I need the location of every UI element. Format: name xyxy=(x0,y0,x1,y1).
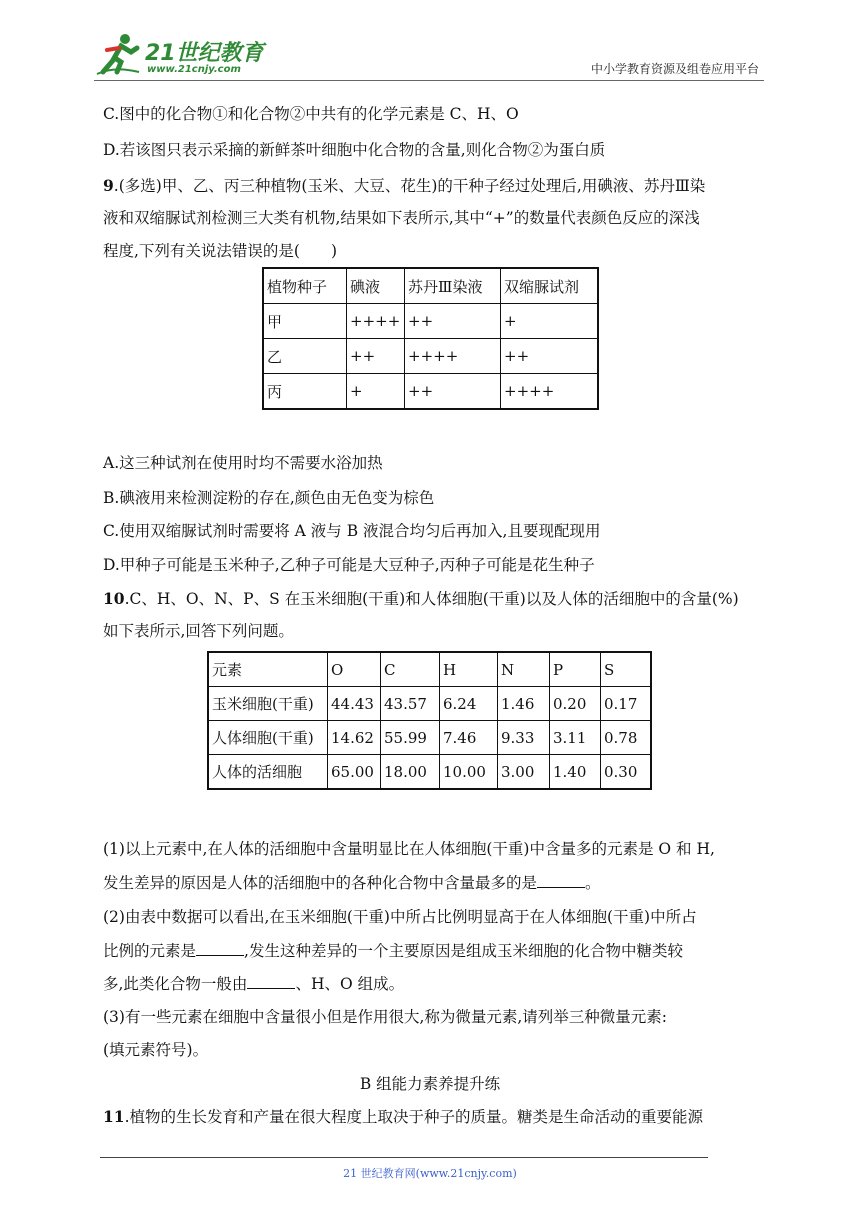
q11-line1 xyxy=(103,1106,703,1128)
table-cell: 甲 xyxy=(263,304,347,339)
q9-line2: 液和双缩脲试剂检测三大类有机物,结果如下表所示,其中“+”的数量代表颜色反应的深浅 xyxy=(103,209,700,227)
table-cell: 0.78 xyxy=(601,721,652,755)
table-header-cell: H xyxy=(440,652,498,687)
table-header-row xyxy=(208,652,651,687)
q10-table xyxy=(207,651,652,790)
table-header-cell: 苏丹Ⅲ染液 xyxy=(405,268,501,304)
q10-sub2-rest: ,发生这种差异的一个主要原因是组成玉米细胞的化合物中糖类较 xyxy=(244,942,683,960)
table-cell: 9.33 xyxy=(498,721,550,755)
table-cell: 10.00 xyxy=(440,755,498,790)
runner-logo-icon xyxy=(95,32,141,76)
table-cell: 55.99 xyxy=(381,721,440,755)
q9-line3: 程度,下列有关说法错误的是( ) xyxy=(103,242,338,260)
table-cell: ++ xyxy=(405,374,501,410)
option-c-prev: C.图中的化合物①和化合物②中共有的化学元素是 C、H、O xyxy=(103,105,519,123)
table-row xyxy=(263,374,598,410)
logo-url: www.21cnjy.com xyxy=(147,64,241,75)
q10-sub2-text3: 多,此类化合物一般由 xyxy=(103,975,248,993)
table-cell: 0.30 xyxy=(601,755,652,790)
table-cell: ++++ xyxy=(405,339,501,374)
table-cell: 人体细胞(干重) xyxy=(208,721,328,755)
table-cell: 人体的活细胞 xyxy=(208,755,328,790)
q10-sub1-text: 发生差异的原因是人体的活细胞中的各种化合物中含量最多的是 xyxy=(103,874,538,892)
q10-sub2-line1: (2)由表中数据可以看出,在玉米细胞(干重)中所占比例明显高于在人体细胞(干重)中所占 xyxy=(103,908,697,926)
table-cell: 乙 xyxy=(263,339,347,374)
q9-option-d: D.甲种子可能是玉米种子,乙种子可能是大豆种子,丙种子可能是花生种子 xyxy=(103,556,595,574)
q10-sub3-line2: (填元素符号)。 xyxy=(103,1041,209,1059)
q9-option-c: C.使用双缩脲试剂时需要将 A 液与 B 液混合均匀后再加入,且要现配现用 xyxy=(103,522,601,540)
q9-text1: .(多选)甲、乙、丙三种植物(玉米、大豆、花生)的干种子经过处理后,用碘液、苏丹Ⅲ染 xyxy=(113,177,706,195)
q9-line1 xyxy=(103,175,705,197)
table-row xyxy=(208,755,651,790)
q10-number: 10 xyxy=(103,589,125,608)
table-cell: 18.00 xyxy=(381,755,440,790)
table-row xyxy=(263,304,598,339)
table-header-row xyxy=(263,268,598,304)
table-header-cell: 双缩脲试剂 xyxy=(501,268,599,304)
table-header-cell: O xyxy=(328,652,381,687)
page-header xyxy=(95,28,763,80)
table-header-cell: P xyxy=(550,652,601,687)
q10-sub2-line3 xyxy=(103,972,404,995)
table-header-cell: N xyxy=(498,652,550,687)
q9-option-b: B.碘液用来检测淀粉的存在,颜色由无色变为棕色 xyxy=(103,489,435,507)
q10-sub1-end: 。 xyxy=(585,874,601,892)
table-cell: ++ xyxy=(405,304,501,339)
answer-blank[interactable] xyxy=(247,972,295,989)
table-row xyxy=(263,339,598,374)
site-logo xyxy=(95,28,265,78)
answer-blank[interactable] xyxy=(537,871,585,888)
section-b-title: B 组能力素养提升练 xyxy=(359,1075,501,1093)
q10-sub1-line1: (1)以上元素中,在人体的活细胞中含量明显比在人体细胞(干重)中含量多的元素是 O 和 H, xyxy=(103,840,715,858)
table-cell: ++ xyxy=(501,339,599,374)
header-divider xyxy=(94,80,764,81)
q10-text1: .C、H、O、N、P、S 在玉米细胞(干重)和人体细胞(干重)以及人体的活细胞中的含量(%) xyxy=(124,590,739,608)
table-cell: ++++ xyxy=(347,304,405,339)
table-row xyxy=(208,687,651,721)
table-cell: 44.43 xyxy=(328,687,381,721)
table-cell: + xyxy=(501,304,599,339)
q10-sub3-line1: (3)有一些元素在细胞中含量很小但是作用很大,称为微量元素,请列举三种微量元素: xyxy=(103,1008,668,1026)
answer-blank[interactable] xyxy=(196,939,244,956)
q10-line2: 如下表所示,回答下列问题。 xyxy=(103,622,294,640)
table-cell: + xyxy=(347,374,405,410)
table-cell: 3.00 xyxy=(498,755,550,790)
q10-sub2-end: 、H、O 组成。 xyxy=(295,975,405,993)
table-header-cell: 植物种子 xyxy=(263,268,347,304)
table-header-cell: 碘液 xyxy=(347,268,405,304)
q9-table xyxy=(262,267,599,410)
table-cell: 14.62 xyxy=(328,721,381,755)
table-header-cell: C xyxy=(381,652,440,687)
table-cell: 6.24 xyxy=(440,687,498,721)
option-d-prev: D.若该图只表示采摘的新鲜茶叶细胞中化合物的含量,则化合物②为蛋白质 xyxy=(103,141,606,159)
footer-divider xyxy=(100,1157,708,1158)
logo-title: 21世纪教育 xyxy=(145,41,264,66)
table-cell: ++++ xyxy=(501,374,599,410)
table-header-cell: 元素 xyxy=(208,652,328,687)
q10-sub2-line2 xyxy=(103,939,683,962)
table-cell: 丙 xyxy=(263,374,347,410)
q10-line1 xyxy=(103,588,739,610)
table-cell: 65.00 xyxy=(328,755,381,790)
table-cell: 43.57 xyxy=(381,687,440,721)
q11-number: 11 xyxy=(103,1107,125,1126)
table-cell: 0.17 xyxy=(601,687,652,721)
table-cell: 1.40 xyxy=(550,755,601,790)
table-cell: 玉米细胞(干重) xyxy=(208,687,328,721)
table-cell: 7.46 xyxy=(440,721,498,755)
table-cell: ++ xyxy=(347,339,405,374)
q10-sub1-line2 xyxy=(103,871,601,894)
q9-number: 9 xyxy=(103,176,114,195)
table-cell: 1.46 xyxy=(498,687,550,721)
header-platform-text: 中小学教育资源及组卷应用平台 xyxy=(590,62,759,76)
table-cell: 0.20 xyxy=(550,687,601,721)
table-row xyxy=(208,721,651,755)
q10-sub2-text: 比例的元素是 xyxy=(103,942,197,960)
page-footer: 21 世纪教育网(www.21cnjy.com) xyxy=(343,1167,517,1180)
table-header-cell: S xyxy=(601,652,652,687)
table-cell: 3.11 xyxy=(550,721,601,755)
q11-text1: .植物的生长发育和产量在很大程度上取决于种子的质量。糖类是生命活动的重要能源 xyxy=(124,1108,704,1126)
q9-option-a: A.这三种试剂在使用时均不需要水浴加热 xyxy=(103,454,383,472)
